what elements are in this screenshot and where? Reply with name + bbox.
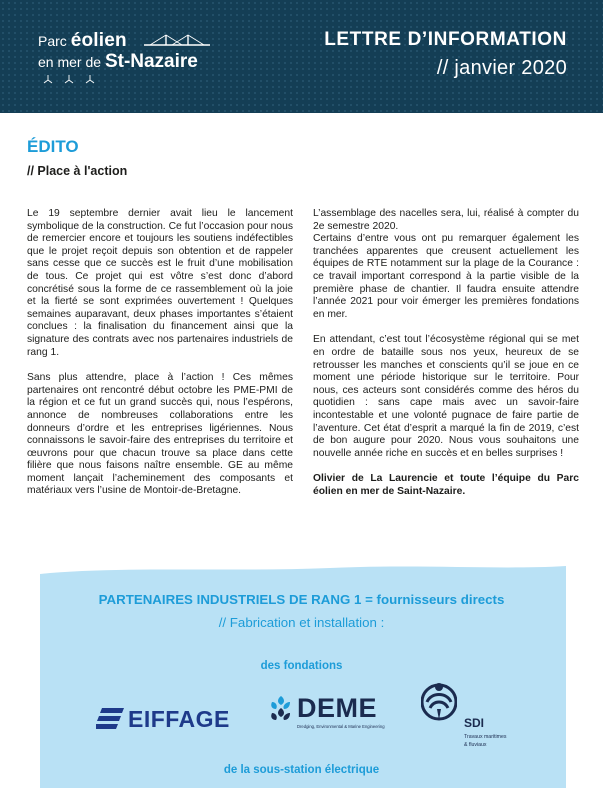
header-banner [0, 0, 603, 113]
eiffage-wordmark: EIFFAGE [128, 706, 230, 732]
edito-column-right [313, 208, 579, 511]
section-substation-label: de la sous-station électrique [223, 764, 380, 776]
edito-signature: Olivier de La Laurencie et toute l’équipe du Parc éolien en mer de Saint-Nazaire. [313, 473, 579, 497]
section-foundations-label: des fondations [260, 660, 343, 672]
wind-turbine-icons [42, 74, 102, 86]
deme-tagline: Dredging, Environmental & Marine Engineering [297, 724, 385, 729]
parc-eolien-logo: Parc éolien en mer de St-Nazaire [38, 30, 218, 86]
sdi-mark-icon [421, 682, 457, 722]
sdi-logo [421, 682, 511, 754]
eiffage-mark-icon [96, 708, 126, 730]
edito-heading: ÉDITO [27, 137, 79, 156]
partners-subtitle: // Fabrication et installation : [218, 615, 385, 630]
deme-wordmark: DEME [297, 693, 378, 723]
bridge-icon [144, 33, 210, 47]
newsletter-title: LETTRE D’INFORMATION [324, 29, 567, 50]
sdi-wordmark: SDI [464, 716, 485, 730]
edito-paragraph: Sans plus attendre, place à l’action ! Ces mêmes partenaires ont rencontré début octobre les PME-PMI de la région et ce fut un grand succès qui, nous l’espérons, annonce de nombreuses collaborations entre les donneurs d’ordre et les entreprises ligériennes. Nous connaissons le savoir-faire des entreprises du territoire et œuvrons pour que chacun trouve sa place dans cette filière que nous faisons naître ensemble. GE au même moment lançait l’acheminement des composants et matériaux vers l’usine de Montoir-de-Bretagne. [27, 372, 293, 497]
sdi-tagline-1: Travaux maritimes [464, 734, 507, 740]
edito-paragraph: Le 19 septembre dernier avait lieu le lancement symbolique de la construction. Ce fut l’occasion pour nous de remercier encore et toujours les soutiens indéfectibles que le projet reçoit depuis son obtention et de rappeler sans cesse que ce succès est le fruit d’une mobilisation de tous. Ce projet qui est vôtre s’est donc d’abord concrétisé sous la forme de ce rassemblement où la joie et la fierté se sont exprimées ouvertement ! Quelques semaines auparavant, deux phases importantes s’étaient conclues : la finalisation du financement ainsi que la signature des contrats avec nos partenaires industriels de rang 1. [27, 208, 293, 358]
deme-mark-icon [269, 696, 293, 724]
edito-paragraph: L’assemblage des nacelles sera, lui, réalisé à compter du 2e semestre 2020. Certains d’entre vous ont pu remarquer également les tranchées apparentes que creusent actuellement les équipes de RTE notamment sur la plage de la Courance : ce travail important correspond à la partie visible de la première phase de chantier. Il faudra ensuite attendre l’année 2021 pour voir émerger les premières fondations en mer. [313, 208, 579, 320]
deme-logo [269, 695, 389, 735]
newsletter-date: // janvier 2020 [436, 57, 567, 79]
partners-title: PARTENAIRES INDUSTRIELS DE RANG 1 = fournisseurs directs [98, 592, 505, 607]
edito-column-left [27, 208, 293, 511]
edito-subheading: // Place à l'action [27, 164, 128, 178]
partners-panel [0, 560, 603, 788]
edito-paragraph: En attendant, c’est tout l’écosystème régional qui se met en ordre de bataille sous nos yeux, heureux de se retrousser les manches et conscients qu’il se joue en ce moment une période historique sur le territoire. Pour nous, ces acteurs sont considérés comme des héros du quotidien : sans cape mais avec un savoir-faire incontestable et une volonté pugnace de faire partie de l’aventure. Cet état d’esprit a marqué la fin de 2019, c’est de bon augure pour 2020. Nous vous souhaitons une nouvelle année riche en succès et en belles surprises ! [313, 334, 579, 459]
sdi-tagline-2: & fluviaux [464, 742, 487, 748]
